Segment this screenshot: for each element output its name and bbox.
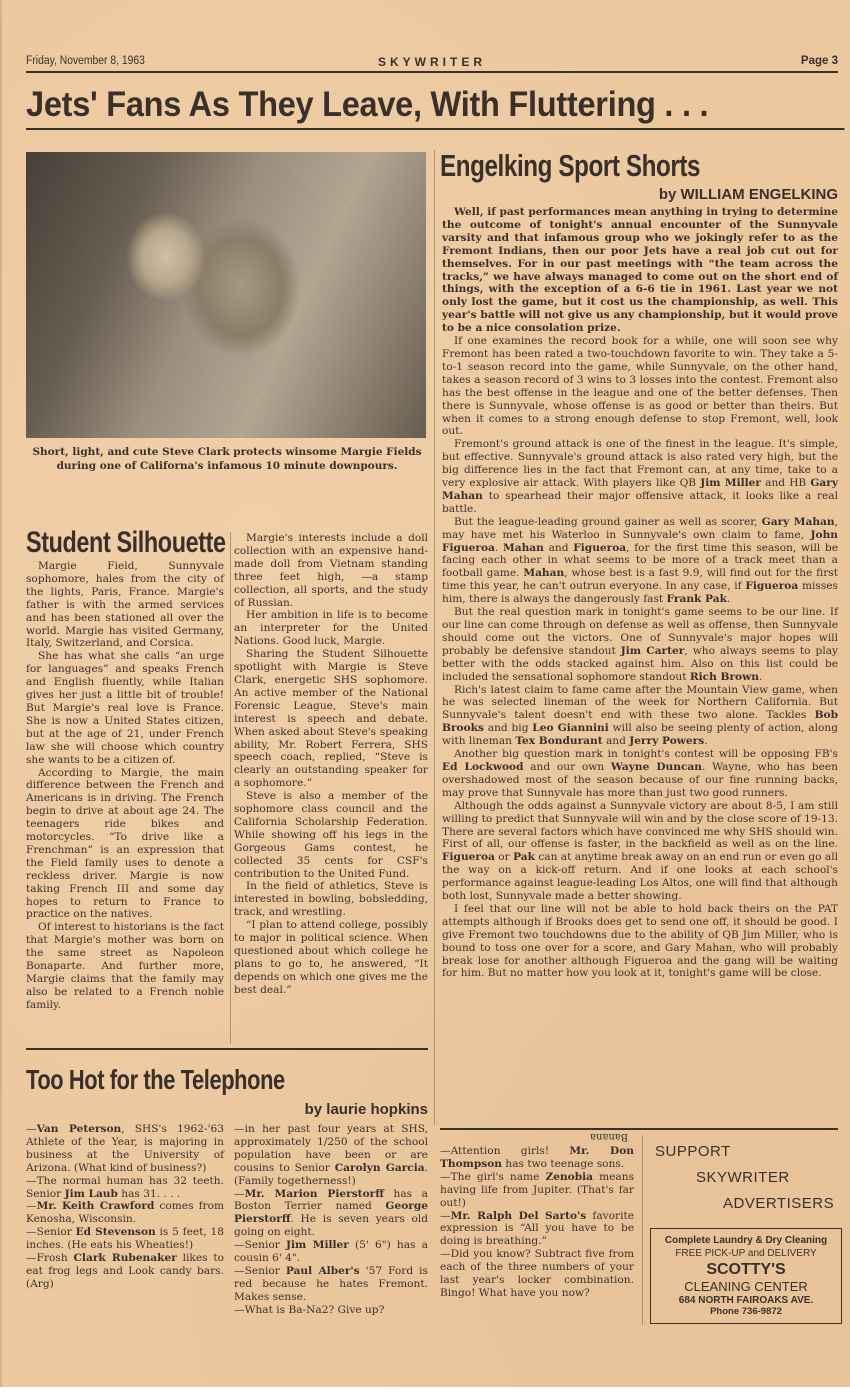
telephone-col1 <box>26 1123 224 1291</box>
paragraph: I feel that our line will not be able to hold back theirs on the PAT attempts although if Brooks does get to send one off, it should be good. I give Fremont two touchdowns due to the ability of QB Jim Miller, who is bound to toss one over for a score, and Gary Mahan, who will probably break lose for another although Figueroa and the gang will be waiting for him. But no matter how you look at it, tonight's game will be close. <box>442 902 838 980</box>
issue-date: Friday, November 8, 1963 <box>26 55 145 67</box>
student-silhouette-col1 <box>26 560 224 1012</box>
paragraph: —in her past four years at SHS, approximately 1/250 of the school population have been or are cousins to Senior Carolyn Garcia. (Family togetherness!) <box>234 1123 428 1187</box>
paragraph: She has what she calls “an urge for languages” and speaks French and English fluently, while Italian gives her just a little bit of trouble! But Margie's real love is France. She is now a United States citizen, but at the age of 21, under French law she will choose which country she wants to be a citizen of. <box>26 650 224 766</box>
page-headline: Jets' Fans As They Leave, With Fluttering . . . <box>26 84 844 130</box>
sport-shorts-title: Engelking Sport Shorts <box>440 148 701 183</box>
upside-down-answer: Banana <box>590 1131 629 1142</box>
paragraph: Sharing the Student Silhouette spotlight with Margie is Steve Clark, energetic SHS sophomore. An active member of the National Forensic League, Steve's main interest is speech and debate. When asked about Steve's speaking ability, Mr. Robert Ferrera, SHS speech coach, replied, “Steve is clearly an outstanding speaker for a sophomore.” <box>234 648 428 790</box>
section-rule <box>440 1128 838 1130</box>
paragraph: —The normal human has 32 teeth. Senior Jim Laub has 31. . . . <box>26 1174 224 1200</box>
paper-name: SKYWRITER <box>378 55 486 69</box>
paragraph: —Mr. Keith Crawford comes from Kenosha, Wisconsin. <box>26 1200 224 1226</box>
ad-phone: Phone 736-9872 <box>710 1306 782 1317</box>
sport-shorts-body <box>442 206 838 980</box>
student-silhouette-col2 <box>234 532 428 997</box>
sport-shorts-byline: by WILLIAM ENGELKING <box>658 186 838 203</box>
paragraph: But the league-leading ground gainer as well as scorer, Gary Mahan, may have met his Waterloo in Sunnyvale's own claim to fame, John Figueroa. Mahan and Figueroa, for the first time this season, will be facing each other in what seems to be more of a track meet than a football game. Mahan, whose best is a fast 9.9, will find out for the first time this year, he can't outrun everyone. In any case, if Figueroa misses him, there is always the dangerously fast Frank Pak. <box>442 515 838 606</box>
paragraph: Her ambition in life is to become an interpreter for the United Nations. Good luck, Margie. <box>234 609 428 648</box>
section-rule <box>26 1048 428 1050</box>
paragraph: Margie's interests include a doll collection with an expensive hand-made doll from Vietnam standing three feet high, —a stamp collection, all sports, and the study of Russian. <box>234 532 428 609</box>
ad-line2: FREE PICK-UP and DELIVERY <box>675 1248 817 1259</box>
ad-business-name: SCOTTY'S <box>706 1261 786 1278</box>
paragraph: —Did you know? Subtract five from each of the three numbers of your last year's locker combination. Bingo! What have you now? <box>440 1248 634 1299</box>
paragraph: —Mr. Ralph Del Sarto's favorite expression is “All you have to be doing is breathing.” <box>440 1209 634 1248</box>
paragraph: —The girl's name Zenobia means having life from Jupiter. (That's far out!) <box>440 1170 634 1209</box>
column-divider <box>230 532 231 1044</box>
paragraph: Steve is also a member of the sophomore class council and the California Scholarship Federation. While showing off his legs in the Gorgeous Gams contest, he collected 35 cents for CSF's contribution to the United Fund. <box>234 790 428 880</box>
ad-business-subname: CLEANING CENTER <box>684 1279 808 1294</box>
paragraph: —Senior Ed Stevenson is 5 feet, 18 inches. (He eats his Wheaties!) <box>26 1226 224 1252</box>
paragraph: —Senior Jim Miller (5' 6") has a cousin 6' 4". <box>234 1239 428 1265</box>
ad-address: 684 NORTH FAIROAKS AVE. <box>678 1295 814 1306</box>
paragraph: Rich's latest claim to fame came after the Mountain View game, when he was selected lineman of the week for Northern California. But Sunnyvale's talent doesn't end with these two alone. Tackles Bob Brooks and big Leo Giannini will also be seeing plenty of action, along with lineman Tex Bondurant and Jerry Powers. <box>442 683 838 748</box>
paragraph: —Senior Paul Alber's '57 Ford is red because he hates Fremont. Makes sense. <box>234 1264 428 1303</box>
paragraph: “I plan to attend college, possibly to major in political science. When questioned about which college he plans to go to, he answered, “It depends on which one gives me the best deal.” <box>234 919 428 996</box>
support-line2: SKYWRITER <box>696 1169 790 1186</box>
column-divider <box>642 1135 643 1325</box>
paragraph: According to Margie, the main difference between the French and Americans is in driving. The French begin to drive at about age 24. The teenagers ride bikes and motorcycles. “To drive like a Frenchman” is an expression that the Field family uses to denote a reckless driver. Margie is now taking French III and some day hopes to return to France to practice on the natives. <box>26 766 224 921</box>
scottys-ad <box>650 1228 842 1324</box>
telephone-title: Too Hot for the Telephone <box>26 1064 285 1095</box>
paragraph: Fremont's ground attack is one of the finest in the league. It's simple, but effective. Sunnyvale's ground attack is also rated very high, but the big difference lies in the fact that Fremont can, at any time, take to a very explosive air attack. With players like QB Jim Miller and HB Gary Mahan to spearhead their major offensive attack, it looks like a real battle. <box>442 438 839 515</box>
paragraph: —Van Peterson, SHS's 1962-'63 Athlete of the Year, is majoring in business at the University of Arizona. (What kind of business?) <box>26 1123 224 1174</box>
ad-line1: Complete Laundry & Dry Cleaning <box>664 1235 828 1246</box>
paragraph: Well, if past performances mean anything in trying to determine the outcome of tonight's annual encounter of the Sunnyvale varsity and that infamous group who we jokingly refer to as the Fremont Indians, then our poor Jets have a real job cut out for themselves. For in our past meetings with “the team across the tracks,” we have always managed to come out on the short end of things, with the exception of a 6-6 tie in 1961. Last year we not only lost the game, but it cost us the championship, as well. This year's battle will not give us any championship, but it would prove to be a nice consolation prize. <box>442 206 838 335</box>
telephone-col3 <box>440 1145 634 1300</box>
paragraph: —Attention girls! Mr. Don Thompson has two teenage sons. <box>440 1145 634 1170</box>
student-silhouette-title: Student Silhouette <box>26 526 226 559</box>
paragraph: But the real question mark in tonight's game seems to be our line. If our line can come through on defense as well as offense, then Sunnyvale should come out the victors. One of Sunnyvale's major hopes will probably be defensive standout Jim Carter, who always seems to play better with the odds stacked against him. Also on this list could be included the sensational sophomore standout Rich Brown. <box>442 606 839 683</box>
masthead <box>26 55 838 73</box>
paragraph: Although the odds against a Sunnyvale victory are about 8-5, I am still willing to predict that Sunnyvale will win and by the close score of 19-13. There are several factors which have convinced me why SHS should win. First of all, our offense is faster, in the backfield as well as on the line. Figueroa or Pak can at anytime break away on an end run or even go all the way on a kick-off return. And if one looks at each school's performance against league-leading Los Altos, one will find that although both lost, Sunnyvale made a better showing. <box>442 799 839 903</box>
paragraph: Another big question mark in tonight's contest will be opposing FB's Ed Lockwood and our own Wayne Duncan. Wayne, who has been overshadowed most of the season because of our fine running backs, may prove that Sunnyvale has more than just two good runners. <box>442 748 838 799</box>
photo-halftone <box>26 152 426 438</box>
telephone-col2 <box>234 1123 428 1317</box>
photo-caption: Short, light, and cute Steve Clark protects winsome Margie Fields during one of Californa's infamous 10 minute downpours. <box>32 446 422 472</box>
photo <box>26 152 426 438</box>
page-number: Page 3 <box>800 55 838 67</box>
column-divider <box>434 150 435 1125</box>
paragraph: —Frosh Clark Rubenaker likes to eat frog legs and Look candy bars. (Arg) <box>26 1252 225 1290</box>
paragraph: Margie Field, Sunnyvale sophomore, hales from the city of the lights, Paris, France. Margie's father is with the armed services and has been stationed all over the world. Margie has visited Germany, Italy, Switzerland, and Corsica. <box>26 560 224 650</box>
paragraph: —What is Ba-Na2? Give up? <box>234 1303 385 1316</box>
telephone-byline: by laurie hopkins <box>304 1101 428 1118</box>
paragraph: If one examines the record book for a while, one will soon see why Fremont has been rated a two-touchdown favorite to win. They take a 5-to-1 season record into the game, while Sunnyvale, on the other hand, takes a season record of 3 wins to 3 losses into the contest. Fremont also has the best offense in the league and one of the better defenses. Then there is Sunnyvale, whose offense is as good or better than theirs. But when it comes to a strong enough defense to stop Fremont, well, look out. <box>442 335 838 438</box>
paragraph: —Mr. Marion Pierstorff has a Boston Terrier named George Pierstorff. He is seven years old going on eight. <box>234 1187 428 1239</box>
paragraph: In the field of athletics, Steve is interested in bowling, bobsledding, track, and wrestling. <box>234 880 428 919</box>
paragraph: Of interest to historians is the fact that Margie's mother was born on the same street as Napoleon Bonaparte. And further more, Margie claims that the family may also be related to a French noble family. <box>26 921 224 1011</box>
support-line1: SUPPORT <box>655 1143 731 1160</box>
support-line3: ADVERTISERS <box>723 1195 835 1212</box>
